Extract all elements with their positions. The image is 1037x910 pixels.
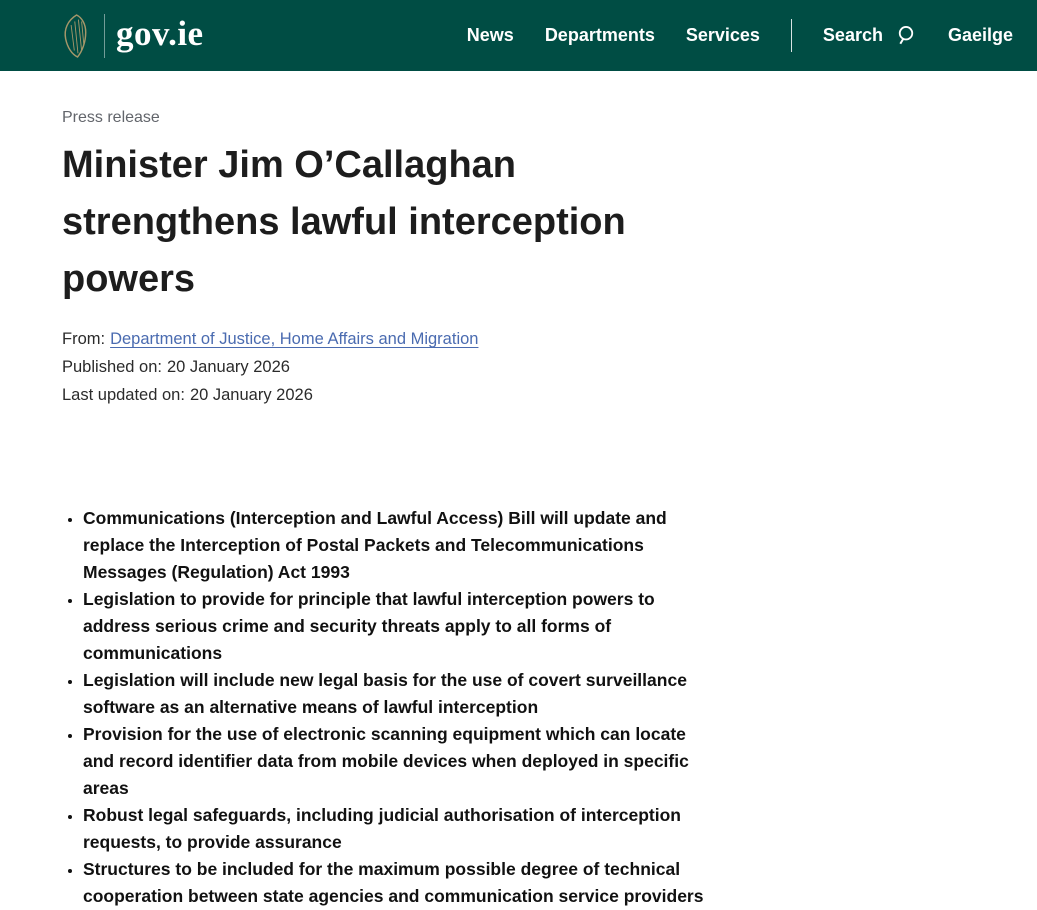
updated-date: 20 January 2026 xyxy=(189,386,313,404)
article-type-label: Press release xyxy=(62,109,160,126)
logo-text: gov.ie xyxy=(116,14,204,53)
nav-language[interactable]: Gaeilge xyxy=(947,25,1013,45)
harp-icon xyxy=(62,13,93,59)
from-label: From: xyxy=(62,330,106,348)
published-line xyxy=(62,353,1037,381)
search-icon xyxy=(895,24,917,47)
article xyxy=(0,71,1037,910)
nav-departments[interactable]: Departments xyxy=(544,25,655,45)
summary-bullets xyxy=(62,505,707,910)
bullet-item: • Provision for the use of electronic scanning equipment which can locate and record identifier data from mobile devices when deployed in specific areas xyxy=(83,721,707,802)
bullet-item: • Structures to be included for the maximum possible degree of technical cooperation between state agencies and communication service providers xyxy=(83,856,707,910)
page-title: Minister Jim O’Callaghan strengthens lawful interception powers xyxy=(62,144,626,300)
from-line xyxy=(62,325,1037,353)
bullet-item: • Communications (Interception and Lawful Access) Bill will update and replace the Interception of Postal Packets and Telecommunications Messages (Regulation) Act 1993 xyxy=(83,505,707,586)
department-link[interactable]: Department of Justice, Home Affairs and Migration xyxy=(110,330,479,348)
bullet-item: • Robust legal safeguards, including judicial authorisation of interception requests, to provide assurance xyxy=(83,802,707,856)
search-label: Search xyxy=(822,25,883,45)
site-header xyxy=(0,0,1037,71)
main-nav xyxy=(467,19,1013,52)
published-label: Published on: xyxy=(62,358,162,376)
updated-line xyxy=(62,381,1037,409)
nav-divider xyxy=(791,19,792,52)
logo-divider xyxy=(104,14,105,58)
updated-label: Last updated on: xyxy=(62,386,185,404)
bullet-item: • Legislation to provide for principle that lawful interception powers to address serious crime and security threats apply to all forms of communications xyxy=(83,586,707,667)
published-date: 20 January 2026 xyxy=(167,358,290,376)
bullet-item: • Legislation will include new legal basis for the use of covert surveillance software as an alternative means of lawful interception xyxy=(83,667,707,721)
govie-logo[interactable] xyxy=(62,13,204,59)
nav-news[interactable]: News xyxy=(466,25,514,45)
nav-services[interactable]: Services xyxy=(685,25,760,45)
nav-search[interactable] xyxy=(823,24,917,47)
